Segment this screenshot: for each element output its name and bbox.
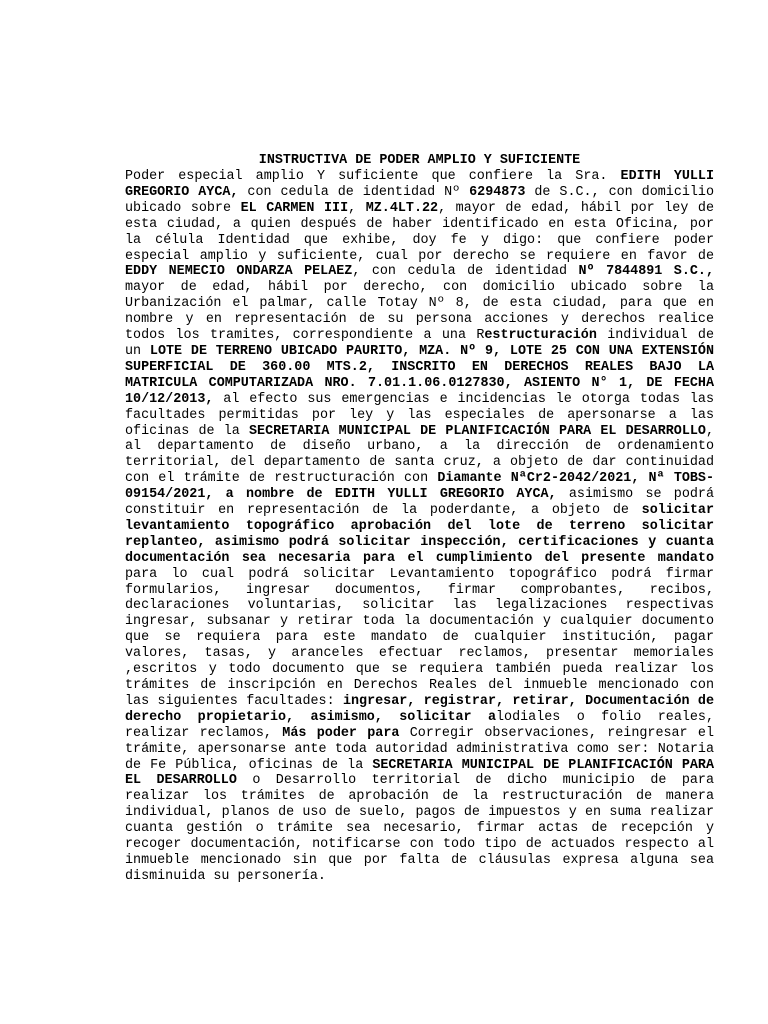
- bold-text-segment: 6294873: [469, 184, 526, 200]
- bold-text-segment: ingresar, registrar, retirar, Documentación de derecho propietario, asimismo, solicitar a: [125, 693, 714, 725]
- bold-text-segment: Más poder para: [282, 725, 400, 741]
- text-segment: individual de un: [125, 328, 714, 359]
- bold-text-segment: EDDY NEMECIO ONDARZA PELAEZ: [125, 264, 353, 280]
- text-segment: lodiales o folio reales, realizar reclamos,: [125, 709, 715, 741]
- text-segment: ,: [348, 200, 366, 216]
- bold-text-segment: estructuración: [484, 328, 597, 344]
- text-segment: , al departamento de diseño urbano, a la dirección de ordenamiento territorial, del departamento de santa cruz, a objeto de dar continuidad con el trámite de restructuración con: [125, 423, 714, 487]
- bold-text-segment: MZ.4LT.22: [365, 200, 439, 216]
- text-segment: o Desarrollo territorial de dicho municipio de para realizar los trámites de aprobación de la restructuración de manera individual, planos de uso de suelo, pagos de impuestos y en suma realizar cuanta gestión o trámite sea necesario, firmar actas de recepción y recoger documentación, notificarse con todo tipo de actuados respecto al inmueble mencionado sin que por falta de cláusulas expresa alguna sea disminuida su personería.: [125, 773, 714, 884]
- bold-text-segment: EDITH YULLI GREGORIO AYCA,: [125, 169, 714, 200]
- text-segment: al efecto sus emergencias e incidencias le otorga todas las facultades permitidas por ley y las especiales de apersonarse a las oficinas de la: [125, 391, 714, 439]
- text-segment: con cedula de identidad Nº: [238, 184, 470, 200]
- text-segment: de S.C., con domicilio ubicado sobre: [125, 184, 715, 216]
- bold-text-segment: Nº 7844891 S.C.,: [578, 264, 714, 280]
- text-segment: asimismo se podrá constituir en representación de la poderdante, a objeto de: [125, 487, 714, 519]
- bold-text-segment: solicitar levantamiento topográfico aprobación del lote de terreno solicitar replanteo, asimismo podrá solicitar inspección, certificaciones y cuanta documentación sea necesaria para el cumplimiento del presente mandato: [125, 503, 714, 566]
- text-segment: Corregir observaciones, reingresar el trámite, apersonarse ante toda autoridad administrativa como ser: Notaria de Fe Pública, oficinas de la: [125, 725, 715, 773]
- bold-text-segment: Diamante NªCr2-2042/2021, Nª TOBS-09154/2021, a nombre de EDITH YULLI GREGORIO AYCA,: [125, 471, 714, 503]
- text-segment: , con cedula de identidad: [352, 264, 579, 280]
- text-segment: para lo cual podrá solicitar Levantamiento topográfico podrá firmar formularios, ingresar documentos, firmar comprobantes, recibos, declaraciones voluntarias, solicitar las legalizaciones respectivas ingresar, subsanar y retirar toda la documentación y cualquier documento que se requiera para este mandato de cualquier institución, pagar valores, tasas, y aranceles efectuar reclamos, presentar memoriales ,escritos y todo documento que se requiera también pueda realizar los trámites de inscripción en Derechos Reales del inmueble mencionado con las siguientes facultades:: [125, 566, 714, 709]
- document-title: INSTRUCTIVA DE PODER AMPLIO Y SUFICIENTE: [258, 153, 581, 168]
- bold-text-segment: LOTE DE TERRENO UBICADO PAURITO, MZA. Nº 9, LOTE 25 CON UNA EXTENSIÓN SUPERFICIAL DE 360.00 MTS.2, INSCRITO EN DERECHOS REALES BAJO LA MATRICULA COMPUTARIZADA NRO. 7.01.1.06.0127830, ASIENTO N° 1, DE FECHA 10/12/2013,: [125, 343, 715, 407]
- text-segment: , mayor de edad, hábil por ley de esta ciudad, a quien después de haber identificado en esta Oficina, por la célula Identidad que exhibe, doy fe y digo: que confiere poder especial amplio y suficiente, cual por derecho se requiere en favor de: [125, 200, 714, 264]
- text-segment: mayor de edad, hábil por derecho, con domicilio ubicado sobre la Urbanización el palmar, calle Totay Nº 8, de esta ciudad, para que en nombre y en representación de su persona acciones y derechos realice todos los tramites, correspondiente a una R: [125, 280, 714, 344]
- text-segment: Poder especial amplio Y suficiente que confiere la Sra.: [125, 169, 621, 184]
- bold-text-segment: EL CARMEN III: [240, 200, 349, 216]
- bold-text-segment: SECRETARIA MUNICIPAL DE PLANIFICACIÓN PARA EL DESARROLLO: [125, 757, 714, 789]
- bold-text-segment: SECRETARIA MUNICIPAL DE PLANIFICACIÓN PARA EL DESARROLLO: [249, 423, 706, 439]
- document-body: [125, 169, 714, 885]
